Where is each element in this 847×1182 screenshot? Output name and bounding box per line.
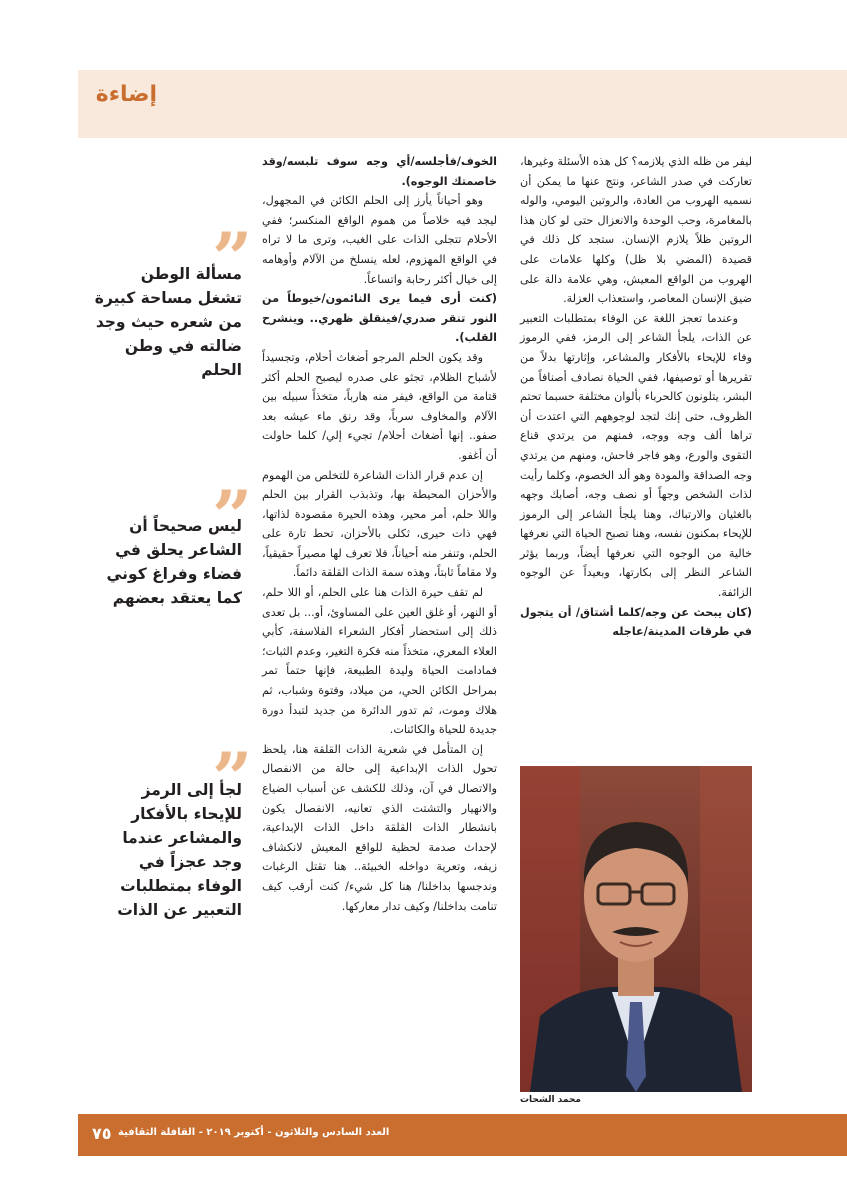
quote-mark-icon: ”: [212, 217, 253, 300]
quote-mark-icon: ”: [212, 475, 253, 558]
paragraph: وهو أحياناً يأرز إلى الحلم الكائن في المجهول، ليجد فيه خلاصاً من هموم الواقع المنكسر؛ ففي الأحلام تتجلى الذات على الغيب، وترى ما لا تراه في الواقع المهزوم، لعله ينسلخ من الآلام وأوهامه إلى خيال أكثر رحابة واتساعاً.: [262, 194, 497, 286]
pull-quote-3: لجأ إلى الرمز للإيحاء بالأفكار والمشاعر عندما وجد عجزاً في الوفاء بمتطلبات التعبير عن الذات: [117, 781, 242, 919]
pull-quote-1: مسألة الوطن تشغل مساحة كبيرة من شعره حيث وجد ضالته في وطن الحلم: [94, 265, 242, 379]
footer-magazine: القافلة الثقافية: [118, 1127, 196, 1138]
footer-issue-info: [118, 1127, 389, 1138]
pull-quote-2: ليس صحيحاً أن الشاعر يحلق في فضاء وفراغ كوني كما يعتقد بعضهم: [106, 517, 242, 607]
quote-mark-icon: ”: [212, 737, 253, 820]
poem-excerpt: (كنت أرى فيما يرى النائمون/خيوطاً من النور تنقر صدري/فينقلق ظهري.. وينشرح القلب).: [262, 292, 497, 345]
section-title: إضاءة: [95, 82, 157, 107]
photo-caption: محمد الشحات: [520, 1095, 581, 1105]
paragraph: وقد يكون الحلم المرجو أضغاث أحلام، وتجسيداً لأشباح الظلام، تجثو على صدره ليصبح الحلم أكثر قتامة من الواقع، فيفر منه هارباً، متخذاً سبيله بين الآلام والمخاوف سرباً، وقد رنق ماء عيشه بعد صفو.. إنها أضغاث أحلام/ تجيء إلي/ كلما حاولت أن أغفو.: [262, 350, 497, 462]
article-column-middle: [262, 152, 497, 916]
paragraph: إن عدم قرار الذات الشاعرة للتخلص من الهموم والأحزان المحيطة بها، وتذبذب القرار بين الحلم واللا حلم، أمر محير، وهذه الحيرة مقصودة لذاتها، فهي ذات حيرى، ثكلى بالأحزان، تحط تارة على الحلم، وتنفر منه أحياناً، فلا تعرف لها مصيراً حقيقياً، ولا مقاماً ثابتاً، وهذه سمة الذات القلقة دائماً.: [262, 468, 497, 580]
author-portrait-icon: [520, 766, 752, 1092]
page-number: ٧٥: [92, 1124, 112, 1143]
poem-excerpt: (كان يبحث عن وجه/كلما أشتاق/ أن يتجول في طرقات المدينة/عاجله: [520, 605, 752, 639]
paragraph: وعندما تعجز اللغة عن الوفاء بمتطلبات التعبير عن الذات، يلجأ الشاعر إلى الرمز، ففي الرموز وفاء للإيحاء بالأفكار والمشاعر، وإثارتها بدلاً من تقريرها أو توصيفها، ففي الحياة نصادف أصنافاً من البشر، يتلونون كالحرباء بألوان مختلفة حسبما تحتم الظروف، حتى إنك لتجد لوجوههم التي اعتدت أن تراها ألف وجه ووجه، فمنهم من يرتدي قناع التقوى والورع، وهو فاجر فاحش، ومنهم من يرتدي وجه الصداقة والمودة وهو ألد الخصوم، وكلما رأيت لذات الشخص وجهاً أو نصف وجه، أصابك وجهه بالغثيان والارتباك، وهنا يلجأ الشاعر إلى الرموز للإيحاء بمكنون نفسه، وهنا تصبح الحياة التي نعرفها خالية من الوجوه التي نعرفها أيضاً، وربما يؤثر الشاعر النظر إلى بكارتها، وبعيداً عن الوجوه الزائفة.: [520, 311, 752, 600]
poem-excerpt: الخوف/فأجلسه/أي وجه سوف تلبسه/وقد خاصمتك الوجوه).: [262, 155, 497, 188]
footer-issue: العدد السادس والثلاثون - أكتوبر ٢٠١٩ -: [198, 1127, 390, 1138]
paragraph: ليفر من ظله الذي يلازمه؟ كل هذه الأسئلة وغيرها، تعاركت في صدر الشاعر، ونتج عنها ما يمكن أن نسميه الهروب من العادة، والروتين اليومي، والوله بالمغامرة، وحب الوحدة والانعزال حتى لو كان هذا الروتين ظلاً يلازم الإنسان. ستجد كل ذلك في قصيدة (المضي بلا ظل) وكلها علامات على الهروب من الواقع المعيش، وهي علامة دالة على ضيق الإنسان المعاصر، واستعذاب العزلة.: [520, 155, 752, 306]
paragraph: لم تقف حيرة الذات هنا على الحلم، أو اللا حلم، أو النهر، أو غلق العين على المساوئ، أو... بل تعدى ذلك إلى استحضار أفكار الشعراء الفلاسفة، كأبي العلاء المعري، متخذاً منه فكرة التغير، وعدم الثبات؛ فمادامت الحياة وليدة الطبيعة، فإنها حتماً تمر بمراحل الكائن الحي، من ميلاد، وفتوة وشباب، ثم هلاك وموت، ثم تدور الدائرة من جديد لتبدأ دورة جديدة للحياة والكائنات.: [262, 586, 497, 737]
section-header-band: [78, 70, 847, 138]
article-column-right: [520, 152, 752, 642]
author-photo: [520, 766, 752, 1092]
paragraph: إن المتأمل في شعرية الذات القلقة هنا، يلحظ تحول الذات الإبداعية إلى حالة من الانفصال والاتصال في آن، وذلك للكشف عن أسباب الضياع والانهيار والتشتت الذي تعانيه، الانفصال يكون بانشطار الذات القلقة داخل الذات الإبداعية، لإحداث صدمة لحظية للواقع المعيش لانكشاف زيفه، وتعرية دواخله الخبيئة.. هنا تقتل الرغبات وندجسها بداخلنا/ هنا كل شيء/ كنت أرقب كيف تنامت بداخلنا/ وكيف تدار معاركها.: [262, 742, 497, 913]
